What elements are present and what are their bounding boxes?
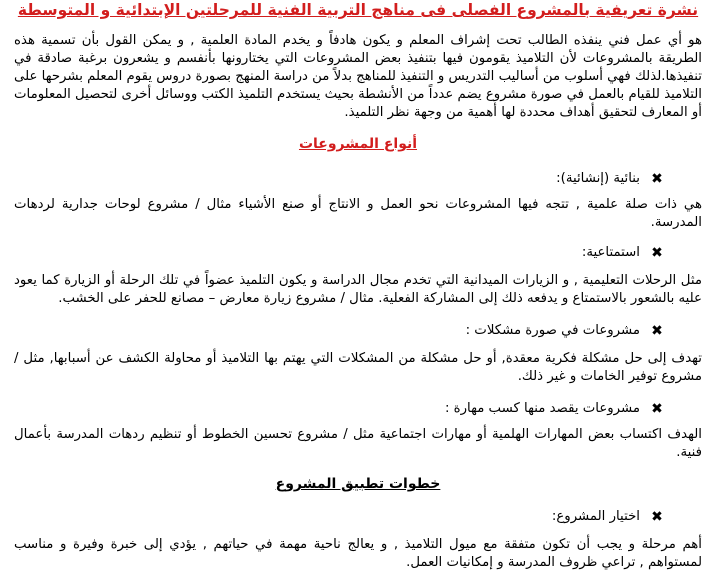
type-label: مشروعات يقصد منها كسب مهارة : bbox=[444, 401, 640, 416]
x-bullet-icon: ✖ bbox=[651, 245, 663, 261]
type-label: بنائية (إنشائية): bbox=[556, 171, 640, 186]
type-label: استمتاعية: bbox=[581, 245, 640, 260]
intro-paragraph: هو أي عمل فني ينفذه الطالب تحت إشراف المعلم و يكون هادفاً و يخدم المادة العلمية , و يمكن القول بأن تسمية هذه الطريقة بالمشروعات لأن التلاميذ يقومون فيها بتنفيذ بعض المشروعات التي يختارونها بأنفسم و يشعرون برغبة صادقة في تنفيذها.لذلك فهي أسلوب من أساليب التدريس و التنفيذ للمناهج بدلاً من دراسة المنهج بصورة دروس يقوم المعلم بشرحها على التلاميذ للقيام بالعمل في صورة مشروع يضم عدداً من الأنشطة بحيث يستخدم التلميذ الكتب ووسائل أخرى لتحصيل المعلومات أو المعارف لتحقيق أهداف محددة لها أهمية من وجهة نظر التلميذ. bbox=[14, 33, 702, 120]
x-bullet-icon: ✖ bbox=[651, 401, 663, 417]
document-title: نشرة تعريفية بالمشروع الفصلى فى مناهج التربية الفنية للمرحلتين الإبتدائية و المتوسطة bbox=[17, 1, 699, 19]
x-bullet-icon: ✖ bbox=[651, 323, 663, 339]
steps-heading: خطوات تطبيق المشروع bbox=[275, 476, 441, 492]
type-description: الهدف اكتساب بعض المهارات الهلمية أو مهارات اجتماعية مثل / مشروع تحسين الخطوط أو تنظيم ردهات المدرسة بأعمال فنية. bbox=[14, 427, 702, 460]
step-item-choose-project bbox=[14, 508, 702, 572]
x-bullet-icon: ✖ bbox=[651, 509, 663, 525]
type-label: مشروعات في صورة مشكلات : bbox=[465, 323, 640, 338]
steps-list bbox=[14, 508, 702, 572]
step-label: اختيار المشروع: bbox=[551, 509, 640, 524]
types-list bbox=[14, 170, 702, 462]
type-item-constructive bbox=[14, 170, 702, 232]
type-item-problems bbox=[14, 322, 702, 386]
type-item-skill bbox=[14, 400, 702, 462]
x-bullet-icon: ✖ bbox=[651, 171, 663, 187]
type-item-enjoyment bbox=[14, 244, 702, 308]
type-description: تهدف إلى حل مشكلة فكرية معقدة, أو حل مشكلة من المشكلات التي يهتم بها التلاميذ أو محاولة الكشف عن أسبابها, مثل / مشروع توفير الخامات و غير ذلك. bbox=[14, 351, 702, 384]
types-heading: أنواع المشروعات bbox=[298, 136, 418, 152]
type-description: هي ذات صلة علمية , تتجه فيها المشروعات نحو العمل و الانتاج أو صنع الأشياء مثال / مشروع لوحات جدارية لردهات المدرسة. bbox=[14, 197, 702, 230]
type-description: مثل الرحلات التعليمية , و الزيارات الميدانية التي تخدم مجال الدراسة و يكون التلميذ عضواً في تلك الرحلة أو الزيارة كما يعود عليه بالشعور بالاستمتاع و يدفعه ذلك إلى المشاركة الفعلية. مثال / مشروع زيارة معارض – مصانع للحفر على الخشب. bbox=[14, 273, 702, 306]
step-description: أهم مرحلة و يجب أن تكون متفقة مع ميول التلاميذ , و يعالج ناحية مهمة في حياتهم , يؤدي إلى خبرة وفيرة و مناسب لمستواهم , تراعي ظروف المدرسة و إمكانيات العمل. bbox=[14, 537, 702, 570]
